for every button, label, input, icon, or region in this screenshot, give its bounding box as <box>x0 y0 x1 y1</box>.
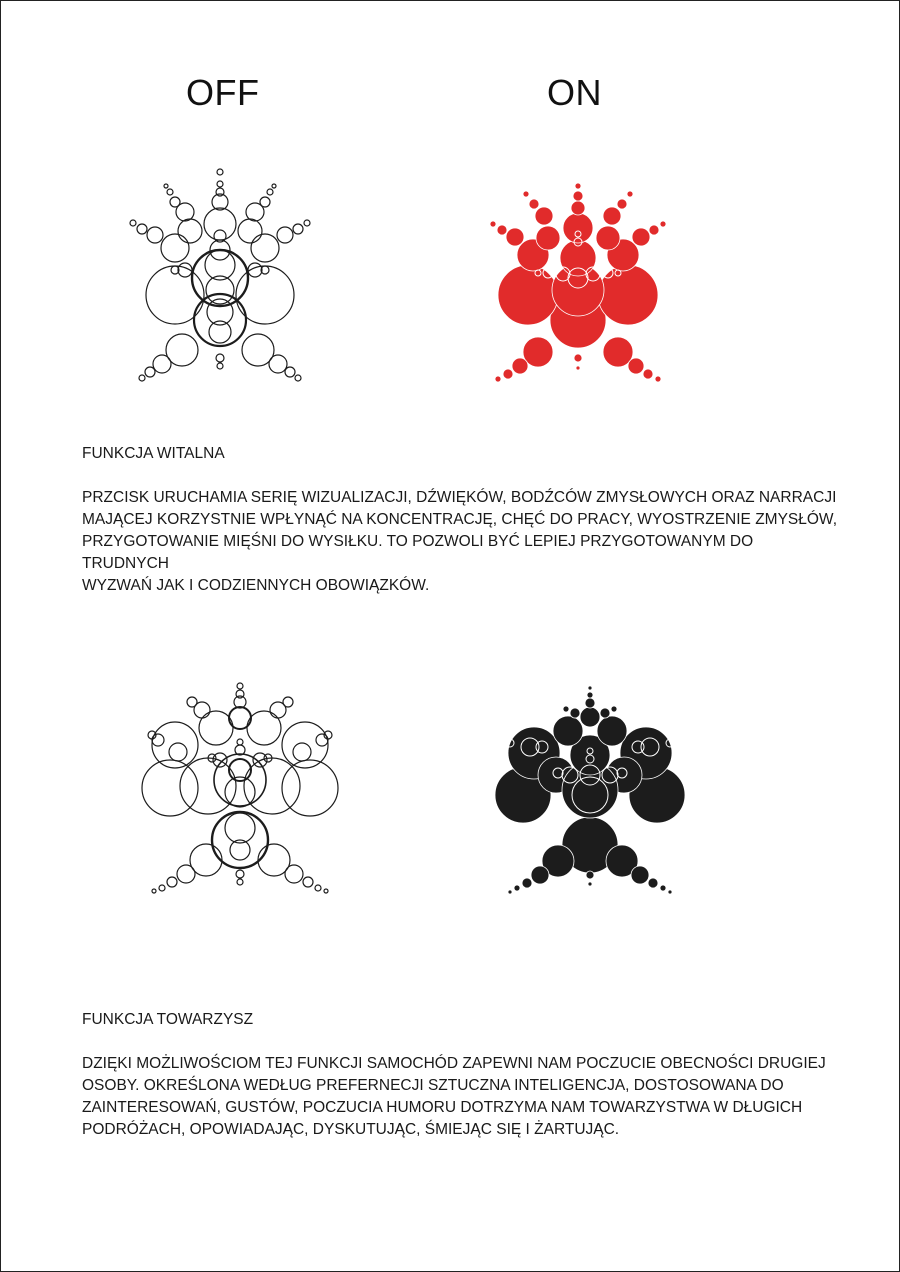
section-body-vital <box>82 487 842 597</box>
body-line: OSOBY. OKREŚLONA WEDŁUG PREFERNECJI SZTUCZNA INTELIGENCJA, DOSTOSOWANA DO <box>82 1077 784 1094</box>
off-label: OFF <box>186 72 260 113</box>
section-title-vital: FUNKCJA WITALNA <box>82 445 225 462</box>
body-line: PODRÓŻACH, OPOWIADAJĄC, DYSKUTUJĄC, ŚMIEJĄC SIĘ I ŻARTUJĄC. <box>82 1121 620 1138</box>
companion-function-on-icon <box>490 685 690 905</box>
section-body-companion <box>82 1053 842 1141</box>
body-line: WYZWAŃ JAK I CODZIENNYCH OBOWIĄZKÓW. <box>82 577 430 594</box>
body-line: PRZCISK URUCHAMIA SERIĘ WIZUALIZACJI, DŹWIĘKÓW, BODŹCÓW ZMYSŁOWYCH ORAZ NARRACJI <box>82 489 837 506</box>
on-label: ON <box>547 72 602 113</box>
body-line: ZAINTERESOWAŃ, GUSTÓW, POCZUCIA HUMORU DOTRZYMA NAM TOWARZYSTWA W DŁUGICH <box>82 1099 803 1116</box>
vital-function-off-icon <box>120 160 320 390</box>
body-line: PRZYGOTOWANIE MIĘŚNI DO WYSIŁKU. TO POZWOLI BYĆ LEPIEJ PRZYGOTOWANYM DO TRUDNYCH <box>82 533 754 572</box>
body-line: DZIĘKI MOŻLIWOŚCIOM TEJ FUNKCJI SAMOCHÓD ZAPEWNI NAM POCZUCIE OBECNOŚCI DRUGIEJ <box>82 1055 826 1072</box>
body-line: MAJĄCEJ KORZYSTNIE WPŁYNĄĆ NA KONCENTRACJĘ, CHĘĆ DO PRACY, WYOSTRZENIE ZMYSŁÓW, <box>82 511 838 528</box>
vital-function-on-icon <box>478 170 678 395</box>
companion-function-off-icon <box>140 680 340 900</box>
section-title-companion: FUNKCJA TOWARZYSZ <box>82 1011 254 1028</box>
